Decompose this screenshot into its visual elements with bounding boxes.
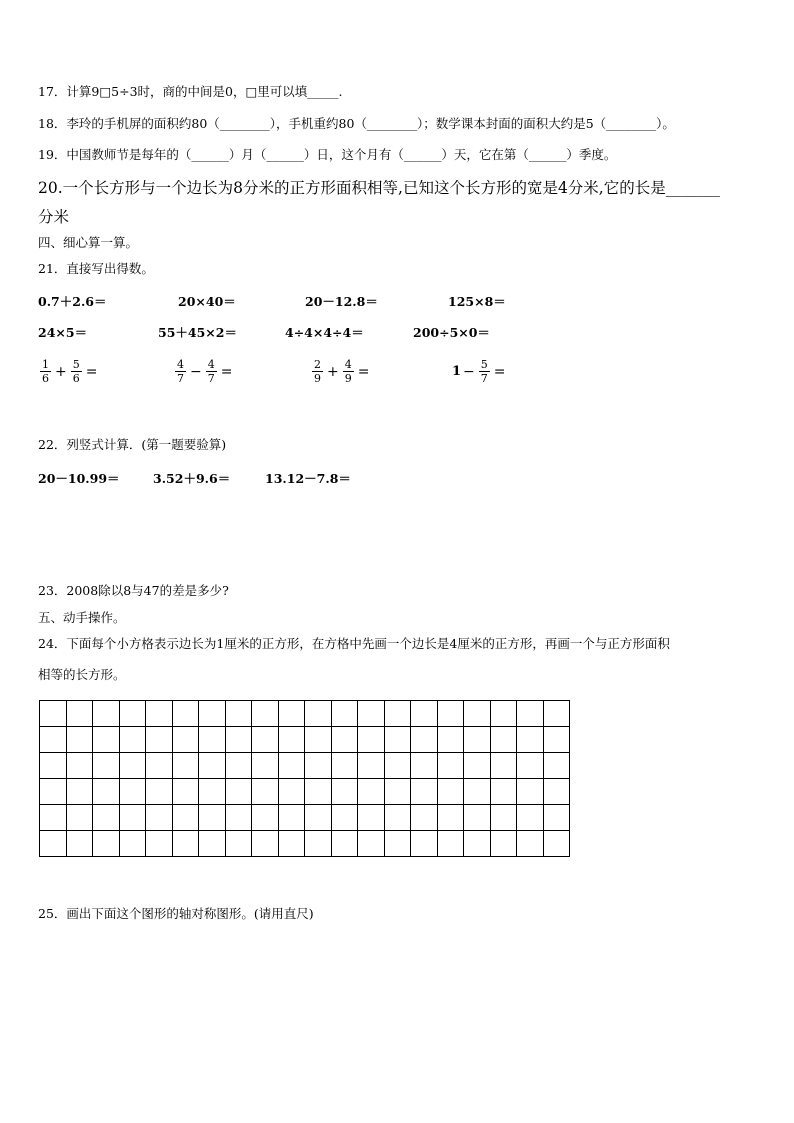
expr-1-2: 20×40＝ bbox=[178, 294, 236, 309]
grid-cell[interactable] bbox=[67, 805, 94, 831]
grid-cell[interactable] bbox=[517, 779, 544, 805]
grid-cell[interactable] bbox=[226, 727, 253, 753]
grid-cell[interactable] bbox=[93, 753, 120, 779]
grid-cell[interactable] bbox=[411, 805, 438, 831]
section-5-heading: 五、动手操作。 bbox=[38, 610, 126, 625]
grid-cell[interactable] bbox=[544, 701, 571, 727]
grid-cell[interactable] bbox=[332, 753, 359, 779]
grid-cell[interactable] bbox=[517, 701, 544, 727]
grid-cell[interactable] bbox=[199, 805, 226, 831]
grid-cell[interactable] bbox=[120, 753, 147, 779]
grid-cell[interactable] bbox=[464, 805, 491, 831]
grid-cell[interactable] bbox=[438, 779, 465, 805]
grid-cell[interactable] bbox=[438, 753, 465, 779]
grid-cell[interactable] bbox=[173, 727, 200, 753]
grid-cell[interactable] bbox=[358, 779, 385, 805]
question-18: 18．李玲的手机屏的面积约80（________），手机重约80（________）；数学课本封面的面积大约是5（________）。 bbox=[38, 116, 675, 131]
grid-cell[interactable] bbox=[544, 779, 571, 805]
grid-cell[interactable] bbox=[491, 831, 518, 857]
grid-cell[interactable] bbox=[491, 727, 518, 753]
grid-cell[interactable] bbox=[173, 831, 200, 857]
grid-cell[interactable] bbox=[544, 805, 571, 831]
grid-cell[interactable] bbox=[438, 727, 465, 753]
grid-cell[interactable] bbox=[411, 779, 438, 805]
grid-cell[interactable] bbox=[305, 805, 332, 831]
grid-cell[interactable] bbox=[226, 831, 253, 857]
fraction: $\frac{4}{7}$ bbox=[177, 358, 184, 385]
question-24-cont: 相等的长方形。 bbox=[38, 667, 126, 682]
grid-cell[interactable] bbox=[67, 831, 94, 857]
grid-cell[interactable] bbox=[305, 831, 332, 857]
grid-cell[interactable] bbox=[40, 779, 67, 805]
grid-cell[interactable] bbox=[438, 831, 465, 857]
grid-cell[interactable] bbox=[199, 831, 226, 857]
grid-cell[interactable] bbox=[279, 753, 306, 779]
grid-cell[interactable] bbox=[544, 753, 571, 779]
grid-cell[interactable] bbox=[385, 779, 412, 805]
grid-cell[interactable] bbox=[305, 779, 332, 805]
grid-cell[interactable] bbox=[305, 701, 332, 727]
grid-cell[interactable] bbox=[40, 727, 67, 753]
grid-cell[interactable] bbox=[491, 701, 518, 727]
grid-cell[interactable] bbox=[332, 701, 359, 727]
grid-cell[interactable] bbox=[385, 701, 412, 727]
grid-cell[interactable] bbox=[438, 805, 465, 831]
fraction-expr-4: 1 − $\frac{5}{7}$ = bbox=[452, 358, 506, 385]
grid-cell[interactable] bbox=[252, 753, 279, 779]
question-22: 22．列竖式计算．(第一题要验算) bbox=[38, 437, 227, 452]
grid-cell[interactable] bbox=[491, 779, 518, 805]
fraction-expr-1: $\frac{1}{6}$ + $\frac{5}{6}$ = bbox=[42, 358, 98, 385]
grid-cell[interactable] bbox=[146, 805, 173, 831]
grid-cell[interactable] bbox=[120, 805, 147, 831]
fraction: $\frac{4}{9}$ bbox=[344, 358, 352, 385]
grid-cell[interactable] bbox=[173, 779, 200, 805]
grid-cell[interactable] bbox=[464, 753, 491, 779]
grid-cell[interactable] bbox=[411, 727, 438, 753]
grid-cell[interactable] bbox=[226, 805, 253, 831]
grid-cell[interactable] bbox=[305, 727, 332, 753]
fraction: $\frac{5}{6}$ bbox=[72, 358, 80, 385]
grid-cell[interactable] bbox=[544, 831, 571, 857]
grid-cell[interactable] bbox=[67, 753, 94, 779]
grid-cell[interactable] bbox=[252, 727, 279, 753]
grid-cell[interactable] bbox=[146, 779, 173, 805]
expr-2-1: 24×5＝ bbox=[38, 325, 88, 340]
question-19: 19．中国教师节是每年的（______）月（______）日，这个月有（______）天，它在第（______）季度。 bbox=[38, 147, 617, 162]
grid-cell[interactable] bbox=[305, 753, 332, 779]
grid-cell[interactable] bbox=[385, 831, 412, 857]
grid-cell[interactable] bbox=[199, 701, 226, 727]
grid-cell[interactable] bbox=[252, 779, 279, 805]
grid-cell[interactable] bbox=[491, 805, 518, 831]
question-17: 17．计算9□5÷3时，商的中间是0，□里可以填_____. bbox=[38, 84, 343, 99]
grid-cell[interactable] bbox=[279, 805, 306, 831]
grid-cell[interactable] bbox=[252, 701, 279, 727]
question-23: 23．2008除以8与47的差是多少? bbox=[38, 583, 229, 598]
grid-cell[interactable] bbox=[385, 727, 412, 753]
expr-2-2: 55＋45×2＝ bbox=[158, 325, 237, 340]
grid-cell[interactable] bbox=[438, 701, 465, 727]
grid-cell[interactable] bbox=[252, 831, 279, 857]
grid-cell[interactable] bbox=[173, 753, 200, 779]
grid-cell[interactable] bbox=[146, 753, 173, 779]
grid-cell[interactable] bbox=[544, 727, 571, 753]
grid-cell[interactable] bbox=[332, 831, 359, 857]
fraction-expr-2: $\frac{4}{7}$ − $\frac{4}{7}$ = bbox=[177, 358, 233, 385]
grid-cell[interactable] bbox=[358, 753, 385, 779]
grid-cell[interactable] bbox=[358, 701, 385, 727]
expr-2-3: 4÷4×4÷4＝ bbox=[285, 325, 364, 340]
grid-cell[interactable] bbox=[199, 753, 226, 779]
grid-cell[interactable] bbox=[67, 727, 94, 753]
grid-cell[interactable] bbox=[279, 701, 306, 727]
expr-1-3: 20－12.8＝ bbox=[305, 294, 378, 309]
expr-3-1: 20－10.99＝ bbox=[38, 471, 120, 486]
grid-cell[interactable] bbox=[279, 779, 306, 805]
grid-cell[interactable] bbox=[173, 701, 200, 727]
grid-cell[interactable] bbox=[411, 831, 438, 857]
expr-1-4: 125×8＝ bbox=[448, 294, 506, 309]
question-20-unit: 分米 bbox=[38, 208, 70, 226]
grid-cell[interactable] bbox=[358, 727, 385, 753]
grid-cell[interactable] bbox=[252, 805, 279, 831]
grid-cell[interactable] bbox=[358, 831, 385, 857]
grid-cell[interactable] bbox=[120, 831, 147, 857]
grid-cell[interactable] bbox=[40, 805, 67, 831]
grid-cell[interactable] bbox=[40, 753, 67, 779]
fraction: $\frac{4}{7}$ bbox=[207, 358, 215, 385]
grid-cell[interactable] bbox=[226, 779, 253, 805]
grid-cell[interactable] bbox=[464, 831, 491, 857]
grid-cell[interactable] bbox=[358, 805, 385, 831]
expr-1-1: 0.7＋2.6＝ bbox=[38, 294, 107, 309]
grid-cell[interactable] bbox=[385, 805, 412, 831]
grid-cell[interactable] bbox=[93, 779, 120, 805]
grid-cell[interactable] bbox=[464, 779, 491, 805]
grid-cell[interactable] bbox=[120, 727, 147, 753]
grid-cell[interactable] bbox=[40, 831, 67, 857]
section-4-heading: 四、细心算一算。 bbox=[38, 235, 139, 250]
grid-cell[interactable] bbox=[517, 727, 544, 753]
expr-2-4: 200÷5×0＝ bbox=[413, 325, 490, 340]
fraction: $\frac{1}{6}$ bbox=[42, 358, 49, 385]
question-21: 21．直接写出得数。 bbox=[38, 261, 154, 276]
grid-cell[interactable] bbox=[517, 831, 544, 857]
fraction: $\frac{2}{9}$ bbox=[314, 358, 321, 385]
grid-cell[interactable] bbox=[120, 779, 147, 805]
grid-cell[interactable] bbox=[517, 805, 544, 831]
grid-cell[interactable] bbox=[279, 831, 306, 857]
grid-cell[interactable] bbox=[40, 701, 67, 727]
grid-cell[interactable] bbox=[226, 701, 253, 727]
grid-cell[interactable] bbox=[67, 701, 94, 727]
fraction: $\frac{5}{7}$ bbox=[480, 358, 488, 385]
grid-cell[interactable] bbox=[93, 805, 120, 831]
grid-cell[interactable] bbox=[517, 753, 544, 779]
grid-cell[interactable] bbox=[491, 753, 518, 779]
question-20: 20.一个长方形与一个边长为8分米的正方形面积相等,已知这个长方形的宽是4分米,它的长是_______ bbox=[38, 179, 720, 197]
grid-cell[interactable] bbox=[120, 701, 147, 727]
grid-cell[interactable] bbox=[146, 831, 173, 857]
grid-cell[interactable] bbox=[411, 753, 438, 779]
grid-cell[interactable] bbox=[279, 727, 306, 753]
fraction-expr-3: $\frac{2}{9}$ + $\frac{4}{9}$ = bbox=[314, 358, 370, 385]
grid-cell[interactable] bbox=[411, 701, 438, 727]
grid-cell[interactable] bbox=[226, 753, 253, 779]
grid-cell[interactable] bbox=[464, 727, 491, 753]
expr-3-2: 3.52＋9.6＝ bbox=[153, 471, 231, 486]
grid-cell[interactable] bbox=[146, 727, 173, 753]
grid-cell[interactable] bbox=[199, 779, 226, 805]
grid-cell[interactable] bbox=[146, 701, 173, 727]
grid-cell[interactable] bbox=[332, 779, 359, 805]
grid-cell[interactable] bbox=[332, 727, 359, 753]
grid-cell[interactable] bbox=[173, 805, 200, 831]
question-25: 25．画出下面这个图形的轴对称图形。(请用直尺) bbox=[38, 906, 314, 921]
square-grid[interactable] bbox=[39, 700, 570, 857]
grid-cell[interactable] bbox=[199, 727, 226, 753]
expr-3-3: 13.12－7.8＝ bbox=[265, 471, 351, 486]
grid-cell[interactable] bbox=[385, 753, 412, 779]
grid-cell[interactable] bbox=[93, 727, 120, 753]
grid-cell[interactable] bbox=[93, 831, 120, 857]
grid-cell[interactable] bbox=[332, 805, 359, 831]
grid-cell[interactable] bbox=[67, 779, 94, 805]
grid-cell[interactable] bbox=[93, 701, 120, 727]
question-24: 24．下面每个小方格表示边长为1厘米的正方形，在方格中先画一个边长是4厘米的正方形，再画一个与正方形面积 bbox=[38, 636, 670, 651]
grid-cell[interactable] bbox=[464, 701, 491, 727]
